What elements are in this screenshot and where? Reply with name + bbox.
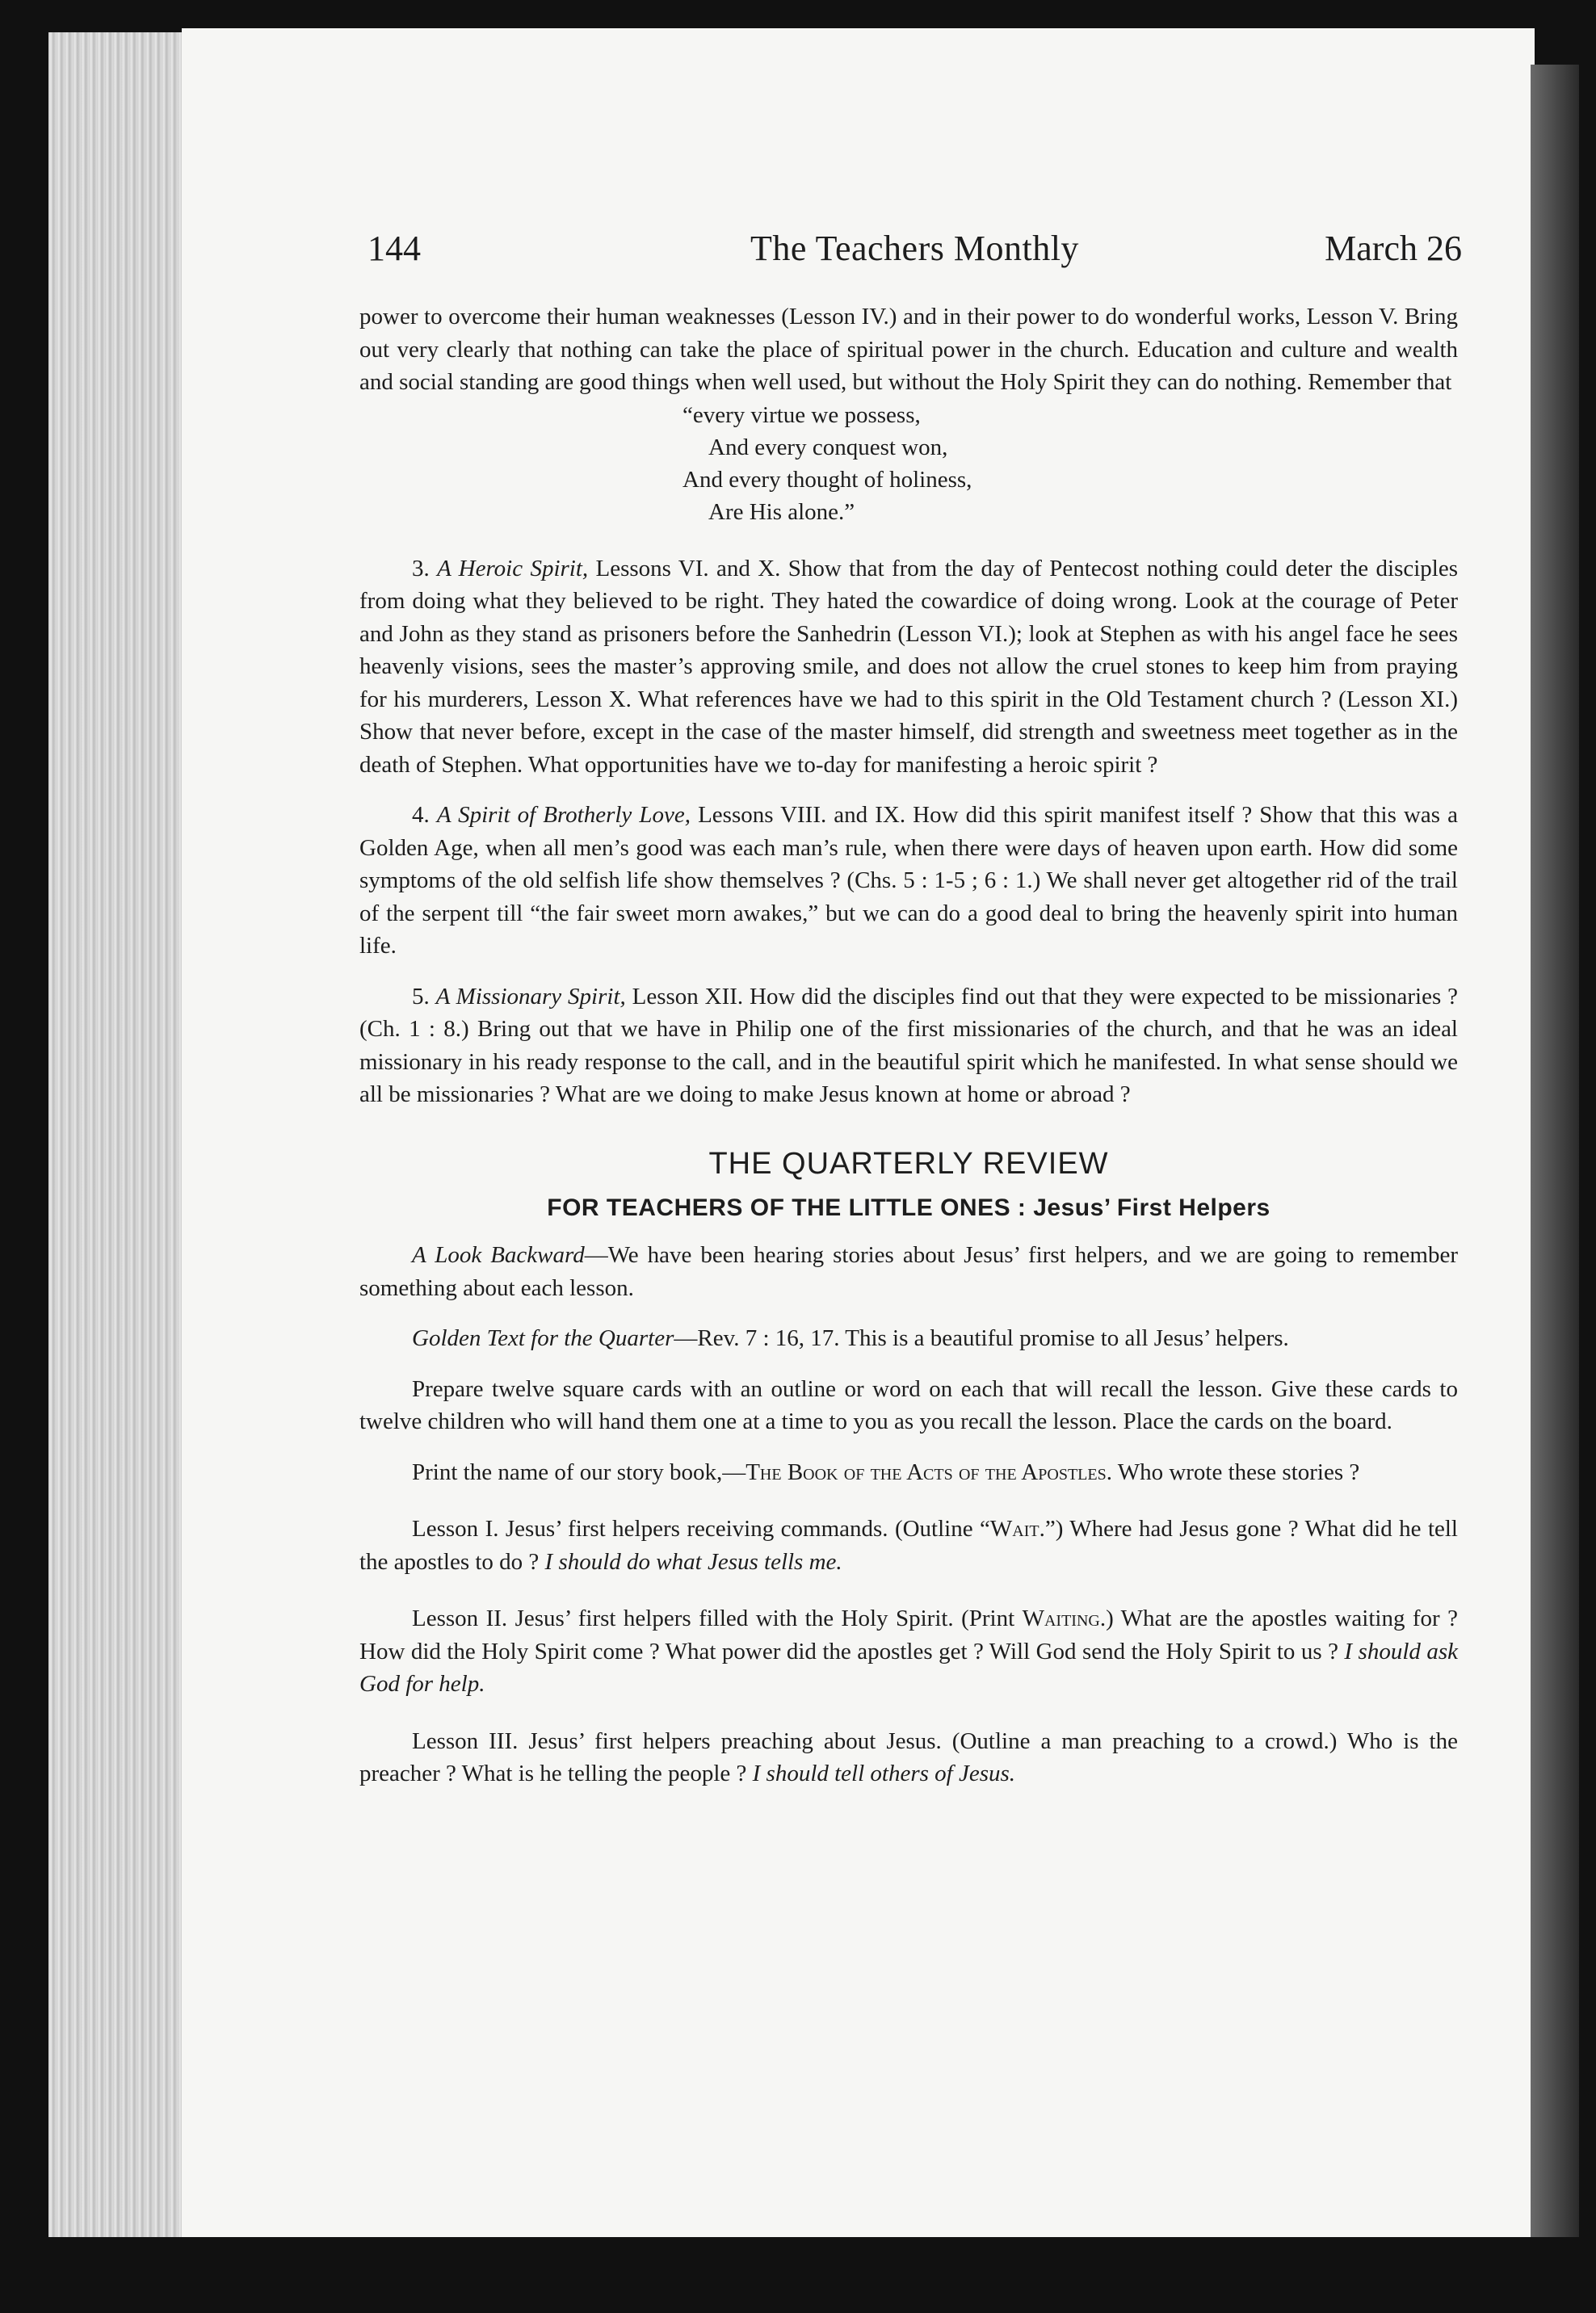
- lesson-answer: I should do what Jesus tells me.: [544, 1548, 842, 1575]
- verse-line: “every virtue we possess,: [682, 401, 921, 428]
- lesson-text: ) What are the apostles waiting for ? How did the Holy Spirit come ? What power did the apostles get ? Will God send the Holy Spirit to us ?: [359, 1606, 1458, 1664]
- paragraph-label: A Look Backward: [412, 1242, 585, 1268]
- verse-quote: [682, 399, 1458, 528]
- paragraph-text: Print the name of our story book,—: [412, 1459, 746, 1485]
- paragraph-text: —We have been hearing stories about Jesus’ first helpers, and we are going to remember something about each lesson.: [359, 1242, 1458, 1301]
- point-number: 4.: [412, 802, 430, 828]
- book-page-edges: [48, 32, 194, 2237]
- lesson-3-paragraph: [359, 1725, 1458, 1790]
- lesson-text: Lesson III. Jesus’ first helpers preaching about Jesus. (Outline a man preaching to a crowd.) Who is the preacher ? What is he telling the people ?: [359, 1727, 1458, 1786]
- book-spine-shadow: [1531, 65, 1579, 2237]
- verse-line: And every conquest won,: [708, 434, 948, 460]
- section-heading: THE QUARTERLY REVIEW: [708, 1146, 1109, 1181]
- paragraph-text: Who wrote these stories ?: [1111, 1459, 1360, 1485]
- lesson-1-paragraph: [359, 1513, 1458, 1578]
- lesson-text: ”) Where had Jesus gone ? What did he tell the apostles to do ?: [359, 1516, 1458, 1575]
- verse-line: And every thought of holiness,: [682, 466, 972, 493]
- point-number: 3.: [412, 555, 430, 581]
- lesson-text: Lesson II. Jesus’ first helpers filled with the Holy Spirit. (Print: [412, 1606, 1023, 1631]
- lesson-2-paragraph: [359, 1602, 1458, 1701]
- point-title: A Missionary Spirit,: [435, 983, 626, 1010]
- point-text: Lesson XII. How did the disciples find out that they were expected to be missionaries ? (Ch. 1 : 8.) Bring out that we have in Philip one of the first missionaries of the church, and that he was an ideal missionary in his ready response to the call, and in the beautiful spirit which he manifested. In what sense should we all be missionaries ? What are we doing to make Jesus known at home or abroad ?: [359, 983, 1459, 1107]
- issue-date: March 26: [1325, 229, 1462, 268]
- lesson-answer: I should tell others of Jesus.: [752, 1761, 1016, 1786]
- point-title: A Spirit of Brotherly Love,: [436, 802, 691, 828]
- golden-text-paragraph: [359, 1322, 1458, 1355]
- running-header: [368, 228, 1462, 276]
- lesson-word: Wait.: [989, 1516, 1045, 1542]
- point-brotherly-love: [359, 799, 1458, 963]
- lesson-text: Lesson I. Jesus’ first helpers receiving commands. (Outline “: [412, 1516, 990, 1542]
- page-number: 144: [368, 229, 421, 268]
- prepare-cards-paragraph: Prepare twelve square cards with an outline or word on each that will recall the lesson. Give these cards to twelve children who will hand them one at a time to you as you recall the lesson. Place the cards on the board.: [359, 1375, 1458, 1434]
- book-title: The Book of the Acts of the Apostles.: [746, 1459, 1112, 1485]
- paragraph-text: —Rev. 7 : 16, 17. This is a beautiful promise to all Jesus’ helpers.: [674, 1325, 1289, 1351]
- page-body: [359, 300, 1458, 1790]
- lesson-word: Waiting.: [1022, 1606, 1107, 1631]
- section-subheading: FOR TEACHERS OF THE LITTLE ONES : Jesus’ First Helpers: [547, 1194, 1270, 1221]
- point-text: Lessons VIII. and IX. How did this spirit manifest itself ? Show that this was a Golden Age, when all men’s good was each man’s rule, when there were days of heaven upon earth. How did some symptoms of the old selfish life show themselves ? (Chs. 5 : 1-5 ; 6 : 1.) We shall never get altogether rid of the trail of the serpent till “the fair sweet morn awakes,” but we can do a good deal to bring the heavenly spirit into human life.: [359, 802, 1459, 959]
- paragraph-label: Golden Text for the Quarter: [412, 1325, 674, 1351]
- journal-title: The Teachers Monthly: [750, 229, 1079, 268]
- look-backward-paragraph: [359, 1239, 1458, 1304]
- lesson-answer: I should ask God for help.: [359, 1638, 1458, 1697]
- point-heroic-spirit: [359, 552, 1458, 782]
- point-number: 5.: [412, 983, 430, 1010]
- point-missionary-spirit: [359, 980, 1458, 1111]
- point-title: A Heroic Spirit,: [437, 555, 589, 581]
- paragraph-continued: power to overcome their human weaknesses (Lesson IV.) and in their power to do wonderful works, Lesson V. Bring out very clearly that nothing can take the place of spiritual power in the church. Education and culture and wealth and social standing are good things when well used, but without the Holy Spirit they can do nothing. Remember that: [359, 304, 1458, 395]
- point-text: Lessons VI. and X. Show that from the day of Pentecost nothing could deter the disciples from doing what they believed to be right. They hated the cowardice of doing wrong. Look at the courage of Peter and John as they stand as prisoners before the Sanhedrin (Lesson VI.); look at Stephen as with his angel face he sees heavenly visions, sees the master’s approving smile, and does not allow the cruel stones to keep him from praying for his murderers, Lesson X. What references have we had to this spirit in the Old Testament church ? (Lesson XI.) Show that never before, except in the case of the master himself, did strength and sweetness meet together as in the death of Stephen. What opportunities have we to-day for manifesting a heroic spirit ?: [359, 555, 1459, 778]
- print-book-name-paragraph: [359, 1456, 1458, 1489]
- verse-line: Are His alone.”: [708, 498, 855, 525]
